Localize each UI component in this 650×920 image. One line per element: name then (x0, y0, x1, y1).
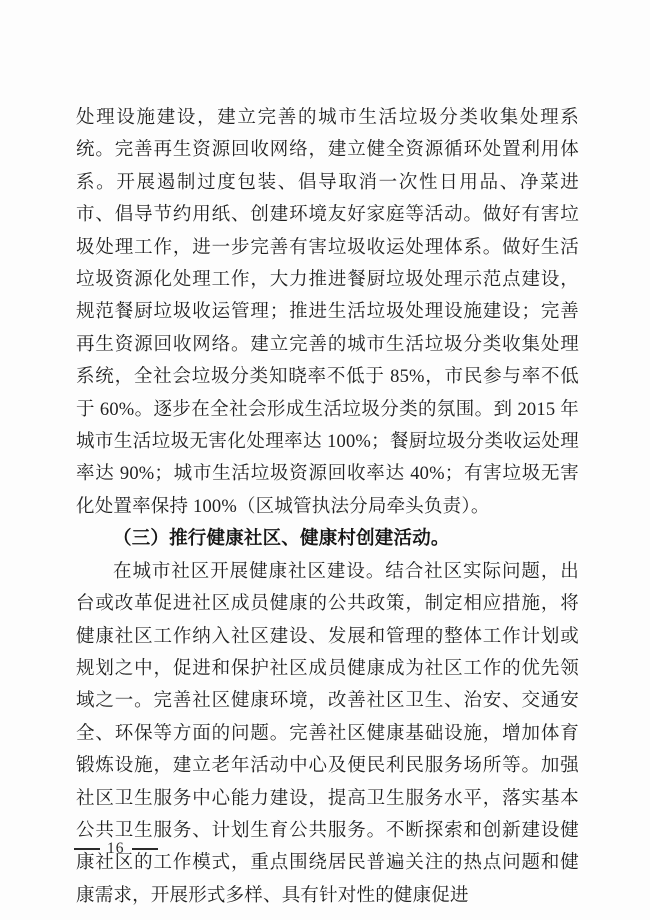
page-number: 16 (107, 840, 125, 857)
footer-dash-right (132, 848, 158, 849)
document-body (76, 102, 579, 912)
section-heading-healthy-community: （三）推行健康社区、健康村创建活动。 (113, 529, 450, 550)
page-footer (74, 840, 158, 858)
paragraph-waste-management: 处理设施建设，建立完善的城市生活垃圾分类收集处理系统。完善再生资源回收网络，建立健全资源循环处置利用体系。开展遏制过度包装、倡导取消一次性日用品、净菜进市、倡导节约用纸、创建环境友好家庭等活动。做好有害垃圾处理工作，进一步完善有害垃圾收运处理体系。做好生活垃圾资源化处理工作，大力推进餐厨垃圾处理示范点建设，规范餐厨垃圾收运管理；推进生活垃圾处理设施建设；完善再生资源回收网络。建立完善的城市生活垃圾分类收集处理系统，全社会垃圾分类知晓率不低于 85%，市民参与率不低于 60%。逐步在全社会形成生活垃圾分类的氛围。到 2015 年城市生活垃圾无害化处理率达 100%；餐厨垃圾分类收运处理率达 90%；城市生活垃圾资源回收率达 40%；有害垃圾无害化处置率保持 100%（区城管执法分局牵头负责）。 (76, 108, 579, 517)
footer-dash-left (74, 848, 100, 849)
paragraph-healthy-community: 在城市社区开展健康社区建设。结合社区实际问题，出台或改革促进社区成员健康的公共政策，制定相应措施，将健康社区工作纳入社区建设、发展和管理的整体工作计划或规划之中，促进和保护社区成员健康成为社区工作的优先领域之一。完善社区健康环境，改善社区卫生、治安、交通安全、环保等方面的问题。完善社区健康基础设施，增加体育锻炼设施，建立老年活动中心及便民利民服务场所等。加强社区卫生服务中心能力建设，提高卫生服务水平，落实基本公共卫生服务、计划生育公共服务。不断探索和创新建设健康社区的工作模式，重点围绕居民普遍关注的热点问题和健康需求，开展形式多样、具有针对性的健康促进 (76, 561, 579, 906)
